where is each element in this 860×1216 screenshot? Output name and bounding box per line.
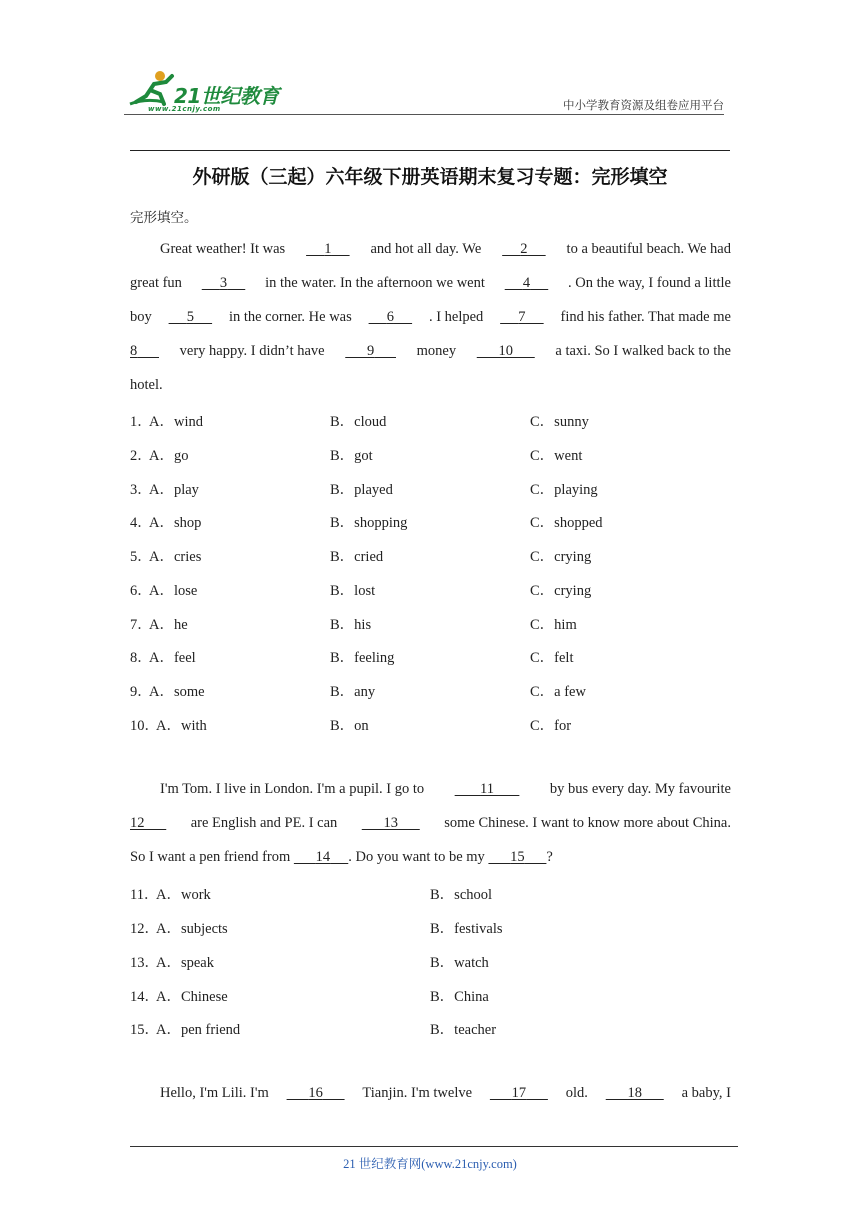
option-c: C．him bbox=[530, 617, 577, 633]
option-a: A．subjects bbox=[156, 921, 228, 937]
option-a: A．shop bbox=[149, 515, 202, 531]
passage-text: in the corner. He was bbox=[228, 309, 352, 325]
passage-line bbox=[130, 1085, 731, 1105]
blank-11: 11 bbox=[480, 781, 494, 797]
option-c: C．felt bbox=[530, 650, 574, 666]
option-b: B．watch bbox=[430, 955, 489, 971]
page-title: 外研版（三起）六年级下册英语期末复习专题：完形填空 bbox=[192, 166, 668, 188]
passage-text: boy bbox=[130, 309, 152, 325]
passage-text: in the water. In the afternoon we went bbox=[265, 275, 485, 291]
blank-12: 12 bbox=[130, 815, 145, 831]
option-b: B．cloud bbox=[330, 414, 387, 430]
question-number: 9． bbox=[130, 684, 152, 700]
passage-text: are English and PE. I can bbox=[190, 815, 338, 831]
passage-text: to a beautiful beach. We had bbox=[566, 241, 731, 257]
option-a: A．go bbox=[149, 448, 189, 464]
logo-text: 21世纪教育 bbox=[174, 84, 279, 108]
option-b: B．got bbox=[330, 448, 373, 464]
question-number: 14． bbox=[130, 989, 159, 1005]
option-b: B．China bbox=[430, 989, 489, 1005]
question-number: 12． bbox=[130, 921, 159, 937]
header-divider bbox=[124, 114, 724, 115]
option-a: A．work bbox=[156, 887, 211, 903]
option-c: C．crying bbox=[530, 549, 592, 565]
option-a: A．speak bbox=[156, 955, 214, 971]
option-c: C．a few bbox=[530, 684, 586, 700]
question-number: 3． bbox=[130, 482, 152, 498]
blank-7: 7 bbox=[518, 309, 526, 325]
question-number: 8． bbox=[130, 650, 152, 666]
option-a: A．play bbox=[149, 482, 199, 498]
instruction: 完形填空。 bbox=[130, 210, 198, 226]
question-number: 1． bbox=[130, 414, 152, 430]
option-b: B．any bbox=[330, 684, 376, 700]
passage-text: some Chinese. I want to know more about China. bbox=[444, 815, 731, 831]
option-b: B．on bbox=[330, 718, 369, 734]
blank-10: 10 bbox=[498, 343, 513, 359]
passage-line bbox=[130, 815, 731, 835]
option-b: B．cried bbox=[330, 549, 384, 565]
passage-text: a baby, I bbox=[681, 1085, 731, 1101]
question-number: 10． bbox=[130, 718, 159, 734]
question-number: 4． bbox=[130, 515, 152, 531]
passage-line bbox=[130, 781, 731, 801]
option-b: B．played bbox=[330, 482, 393, 498]
option-c: C．shopped bbox=[530, 515, 603, 531]
logo-url: www.21cnjy.com bbox=[148, 105, 221, 113]
option-b: B．school bbox=[430, 887, 493, 903]
passage-text: find his father. That made me bbox=[560, 309, 731, 325]
option-a: A．pen friend bbox=[156, 1022, 241, 1038]
question-number: 15． bbox=[130, 1022, 159, 1038]
passage-line bbox=[130, 275, 731, 295]
passage-text: very happy. I didn’t have bbox=[179, 343, 325, 359]
blank-17: 17 bbox=[511, 1085, 527, 1101]
passage-line bbox=[130, 241, 731, 261]
blank-18: 18 bbox=[627, 1085, 642, 1101]
option-a: A．cries bbox=[149, 549, 202, 565]
footer-divider bbox=[130, 1146, 738, 1147]
option-b: B．festivals bbox=[430, 921, 503, 937]
title-divider bbox=[130, 150, 730, 151]
blank-6: 6 bbox=[386, 309, 394, 325]
passage-text: . Do you want to be my bbox=[348, 849, 485, 865]
passage-text: ? bbox=[546, 849, 553, 865]
option-b: B．teacher bbox=[430, 1022, 497, 1038]
option-c: C．sunny bbox=[530, 414, 589, 430]
passage-text: I'm Tom. I live in London. I'm a pupil. I go to bbox=[160, 781, 425, 797]
option-a: A．some bbox=[149, 684, 205, 700]
blank-15: 15 bbox=[510, 849, 525, 865]
option-b: B．feeling bbox=[330, 650, 395, 666]
option-c: C．crying bbox=[530, 583, 592, 599]
option-a: A．he bbox=[149, 617, 188, 633]
option-c: C．playing bbox=[530, 482, 598, 498]
passage-text: great fun bbox=[130, 275, 182, 291]
passage-text: money bbox=[416, 343, 457, 359]
passage-text: So I want a pen friend from bbox=[130, 849, 291, 865]
passage-text: and hot all day. We bbox=[370, 241, 482, 257]
option-a: A．wind bbox=[149, 414, 203, 430]
passage-text: by bus every day. My favourite bbox=[549, 781, 731, 797]
option-b: B．his bbox=[330, 617, 372, 633]
footer-text[interactable]: 21 世纪教育网(www.21cnjy.com) bbox=[343, 1157, 517, 1171]
question-number: 5． bbox=[130, 549, 152, 565]
blank-5: 5 bbox=[186, 309, 194, 325]
passage-text: . I helped bbox=[428, 309, 484, 325]
question-number: 6． bbox=[130, 583, 152, 599]
passage-text: Tianjin. I'm twelve bbox=[362, 1085, 473, 1101]
blank-1: 1 bbox=[324, 241, 332, 257]
blank-13: 13 bbox=[383, 815, 399, 831]
blank-14: 14 bbox=[315, 849, 331, 865]
option-c: C．for bbox=[530, 718, 572, 734]
option-a: A．feel bbox=[149, 650, 196, 666]
passage-text: Great weather! It was bbox=[160, 241, 286, 257]
platform-name: 中小学教育资源及组卷应用平台 bbox=[563, 98, 724, 112]
passage-line bbox=[130, 309, 731, 329]
logo bbox=[124, 68, 294, 116]
option-a: A．lose bbox=[149, 583, 198, 599]
option-a: A．with bbox=[156, 718, 207, 734]
question-number: 13． bbox=[130, 955, 159, 971]
blank-4: 4 bbox=[522, 275, 531, 291]
blank-16: 16 bbox=[308, 1085, 323, 1101]
question-number: 7． bbox=[130, 617, 152, 633]
blank-9: 9 bbox=[367, 343, 375, 359]
blank-3: 3 bbox=[219, 275, 228, 291]
passage-line bbox=[130, 343, 731, 363]
passage-text: Hello, I'm Lili. I'm bbox=[160, 1085, 269, 1101]
question-number: 2． bbox=[130, 448, 152, 464]
page-header bbox=[124, 64, 724, 120]
option-b: B．lost bbox=[330, 583, 376, 599]
passage-line bbox=[130, 849, 731, 869]
blank-8: 8 bbox=[130, 343, 138, 359]
passage-line bbox=[130, 377, 731, 397]
option-a: A．Chinese bbox=[156, 989, 228, 1005]
passage-text: hotel. bbox=[130, 377, 163, 393]
passage-text: a taxi. So I walked back to the bbox=[555, 343, 731, 359]
option-b: B．shopping bbox=[330, 515, 408, 531]
passage-text: . On the way, I found a little bbox=[568, 275, 731, 291]
question-number: 11． bbox=[130, 887, 159, 903]
option-c: C．went bbox=[530, 448, 583, 464]
passage-text: old. bbox=[565, 1085, 588, 1101]
blank-2: 2 bbox=[520, 241, 528, 257]
